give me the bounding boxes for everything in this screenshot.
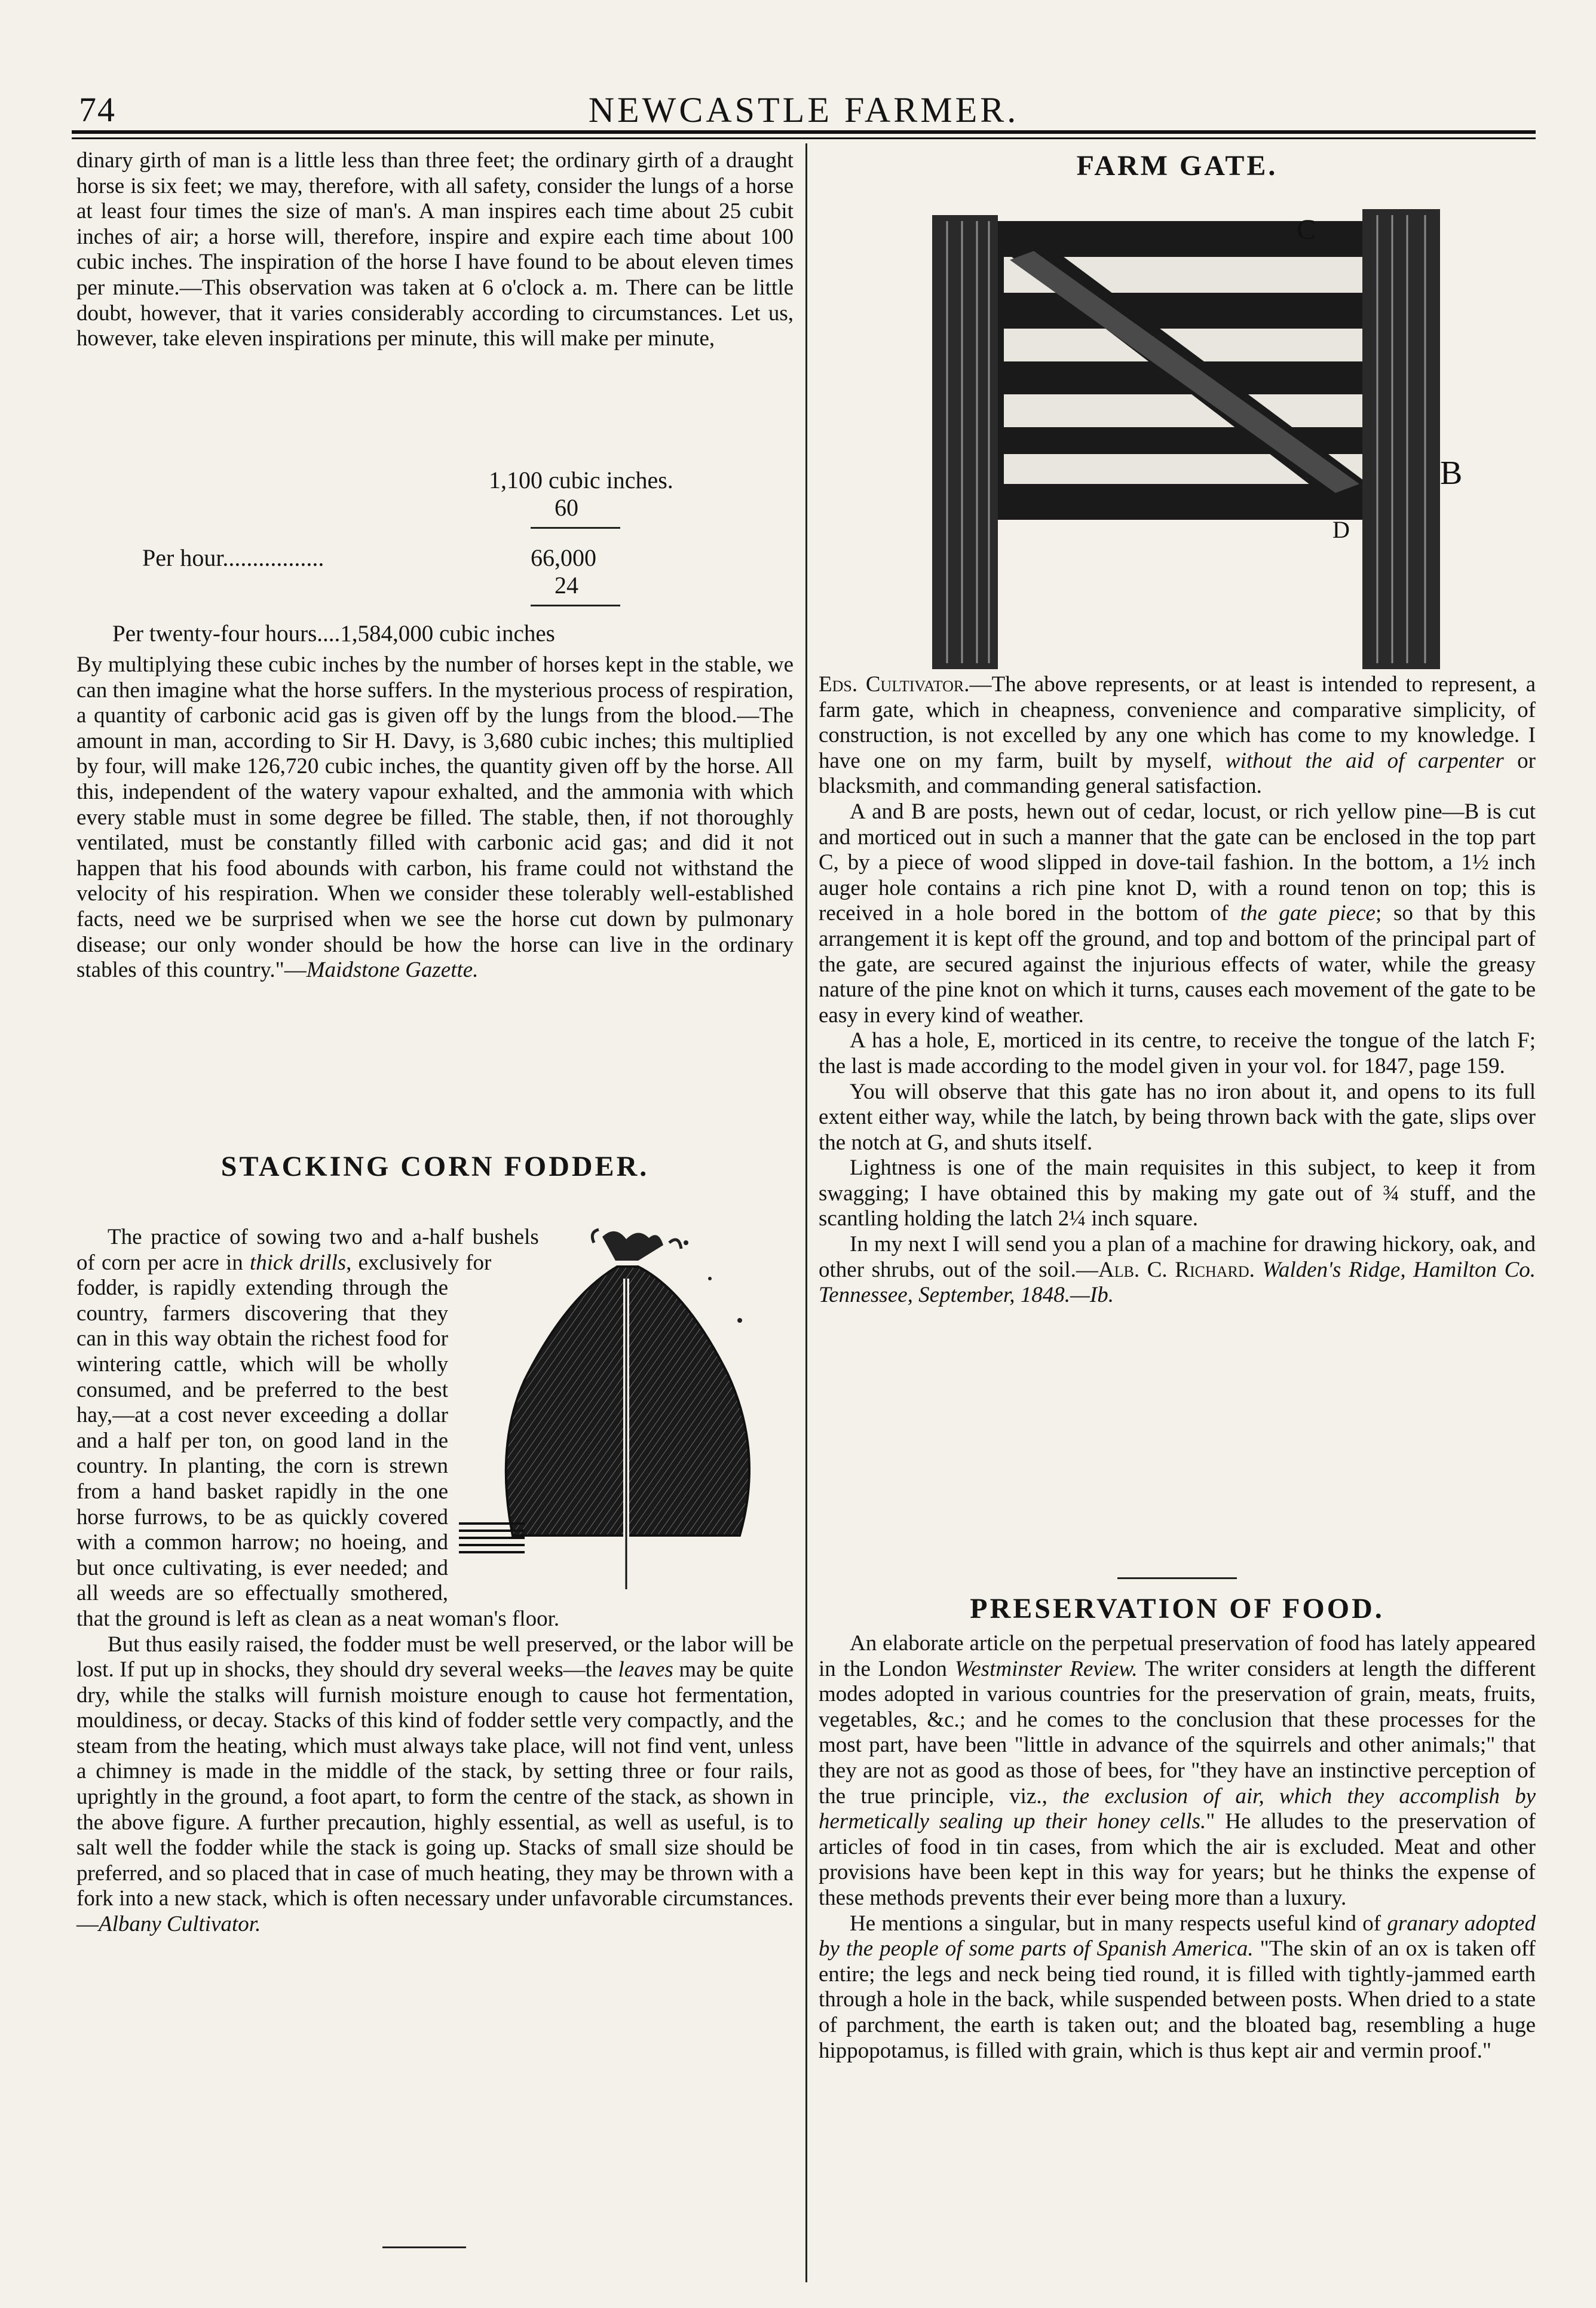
gate-ib: Ib. [1089,1283,1114,1308]
farm-gate-drawing [914,203,1463,675]
gate-p2-italic: the gate piece [1240,901,1376,926]
horse-paragraph-1: dinary girth of man is a little less than three feet; the ordinary girth of a draught horse is six feet; we may, therefore, with all safety, consider the lungs of a horse at least four times the size of man's. A man inspires each time about 25 cubit inches of air; a horse will, therefore, inspire and expire each time about 100 cubic inches. The inspiration of the horse I have found to be about eleven times per minute.—This observation was taken at 6 o'clock a. m. There can be little doubt, however, that it varies considerably according to circumstances. Let us, however, take eleven inspirations per minute, this will make per minute, [76,148,794,351]
gate-article-text [819,672,1536,1308]
page-number: 74 [79,90,116,129]
journal-title: NEWCASTLE FARMER. [588,90,1019,130]
section-rule [1117,1577,1237,1579]
gate-section-header [819,149,1536,182]
calc-multiplier-24: 24 [555,572,578,599]
pres-p2-a: He mentions a singular, but in many respects useful kind of [850,1911,1387,1936]
header-rule-thin [72,137,1536,139]
stacking-section-header [76,1150,794,1183]
calc-per-hour-label: Per hour................. [142,544,324,571]
stacking-p2-b: may be quite dry, while the stalks will furnish moisture enough to cause hot fermentation, mouldiness, or decay. Stacks of this kind of fodder settle very compactly, and the steam from the heating, which must always take place, will not find vent, unless a chimney is made in the middle of the stack, by setting three or four rails, uprightly in the ground, a foot apart, to form the centre of the stack, as shown in the above figure. A further precaution, highly essential, as well as useful, is to salt well the fodder while the stack is going up. Stacks of small size should be preferred, and so placed that in case of much heating, they may be thrown with a fork into a new stack, which is often necessary under unfavorable circumstances.— [76,1657,794,1937]
stacking-article [76,1225,794,1938]
stacking-heading: STACKING CORN FODDER. [220,1151,650,1182]
horse-article-text-2 [76,652,794,983]
gate-p1-b: or blacksmith, and commanding general satisfaction. [819,748,1536,799]
gate-p2-b: ; so that by this arrangement it is kept off the ground, and top and bottom of the principal part of the gate, are secured against the injurious effects of water, while the greasy nature of the pine knot on which it turns, causes each movement of the gate to be easy in every kind of weather. [819,901,1536,1028]
horse-paragraph-2 [76,652,794,983]
calc-multiplier-60: 60 [555,494,578,521]
gate-p1-italic: without the aid of carpenter [1225,748,1504,773]
pres-p1-exclusion: the exclusion of air, which they accomplish by hermetically sealing up their honey cells. [819,1783,1536,1834]
stacking-source: Albany Cultivator. [99,1912,261,1937]
gate-place: Walden's Ridge, Hamilton Co. Tennessee, September, 1848.— [819,1257,1536,1308]
preservation-article-text [819,1631,1536,2064]
horse-paragraph-2-body: By multiplying these cubic inches by the number of horses kept in the stable, we can then imagine what the horse suffers. In the mysterious process of respiration, a quantity of carbonic acid gas is given off by the lungs from the blood.—The amount in man, according to Sir H. Davy, is 3,680 cubic inches; this multiplied by four, will make 126,720 cubic inches, the quantity given off by the horse. All this, independent of the watery vapour exhalted, and the ammonia with which every stable must in some degree be filled. The stable, then, if not thoroughly ventilated, must be constantly filled with carbonic acid gas; and did it not happen that his food abounds with carbon, his frame could not withstand the velocity of his respiration. When we consider these tolerably well-established facts, need we be surprised when we see the horse cut down by pulmonary disease; our only wonder should be how the horse can live in the ordinary stables of this country."— [76,652,794,983]
preservation-paragraph-1 [819,1631,1536,1911]
running-head [72,84,1536,137]
gate-heading: FARM GATE. [1076,150,1278,182]
pres-p2-granary: granary adopted by the people of some parts of Spanish America. [819,1911,1536,1961]
gate-p2-a: A and B are posts, hewn out of cedar, locust, or rich yellow pine—B is cut and morticed out in such a manner that the gate can be enclosed in the top part C, by a piece of wood slipped in dove-tail fashion. In the bottom, a 1½ inch auger hole contains a rich pine knot D, with a round tenon on top; this is received in a hole bored in the bottom of [819,799,1536,926]
pres-p1-a: An elaborate article on the perpetual preservation of food has lately appeared in the London [819,1631,1536,1681]
header-rule [72,130,1536,134]
horse-source: Maidstone Gazette. [306,958,479,983]
calc-per-hour-value: 66,000 [531,544,596,571]
column-divider [805,143,807,2282]
stacking-p2-a: But thus easily raised, the fodder must be well preserved, or the labor will be lost. If put up in shocks, they should dry several weeks—the [76,1632,794,1682]
gate-paragraph-1 [819,672,1536,799]
horse-article-text [76,148,794,352]
gate-paragraph-2 [819,799,1536,1028]
gate-label-c: C [1297,214,1316,246]
corn-stack-drawing [459,1225,794,1595]
preservation-section-header [819,1592,1536,1625]
gate-p1-a: —The above represents, or at least is intended to represent, a farm gate, which in cheapness, convenience and comparative simplicity, of construction, is not excelled by any one which has come to my knowledge. I have one on my farm, built by myself, [819,672,1536,773]
calc-per-minute: 1,100 cubic inches. [489,467,673,494]
stacking-p1-b: , exclusively for fodder, is rapidly extending through the country, farmers discovering that they can in this way obtain the richest food for wintering cattle, which will be wholly consumed, and be preferred to the best hay,—at a cost never exceeding a dollar and a half per ton, on good land in the country. In planting, the corn is strewn from a hand basket rapidly in the one horse furrows, to be as quickly covered with a common harrow; no hoeing, and but once cultivating, is ever needed; and all weeds are so effectually smothered, that the ground is left as clean as a neat woman's floor. [76,1250,560,1631]
end-rule [382,2246,466,2248]
gate-paragraph-5: Lightness is one of the main requisites in this subject, to keep it from swagging; I have obtained this by making my gate out of ¾ stuff, and the scantling holding the latch 2¼ inch square. [819,1155,1536,1231]
calc-rule [531,527,620,529]
gate-paragraph-4: You will observe that this gate has no iron about it, and opens to its full extent either way, while the latch, by being thrown back with the gate, slips over the notch at G, and shuts itself. [819,1079,1536,1155]
stacking-p1-thick-drills: thick drills [249,1250,347,1275]
gate-p1-lead: Eds. Cultivator. [819,672,970,697]
gate-signature: Alb. C. Richard. [1098,1257,1255,1282]
pres-p1-c: " He alludes to the preservation of articles of food in tin cases, from which the air is excluded. Meat and other provisions have been kept in this way for years; but he thinks the expense of these methods prevents their ever being more than a luxury. [819,1809,1536,1910]
pres-p1-review: Westminster Review. [954,1656,1138,1681]
farm-gate-illustration [914,203,1463,675]
gate-paragraph-6 [819,1232,1536,1308]
preservation-heading: PRESERVATION OF FOOD. [970,1593,1384,1625]
stacking-paragraph-2 [76,1632,794,1938]
gate-paragraph-3: A has a hole, E, morticed in its centre, to receive the tongue of the latch F; the last is made according to the model given in your vol. for 1847, page 159. [819,1028,1536,1078]
corn-stack-illustration [459,1225,794,1595]
pres-p2-b: "The skin of an ox is taken off entire; the legs and neck being tied round, it is filled with tightly-jammed earth through a hole in the back, while suspended between posts. When dried to a state of parchment, the earth is taken out; and the bloated bag, resembling a huge hippopotamus, is filled with grain, which is thus kept air and vermin proof." [819,1936,1536,2063]
gate-label-b: B [1440,455,1463,492]
calc-rule [531,605,620,606]
pres-p1-b: The writer considers at length the different modes adopted in various countries for the preservation of grain, meats, fruits, vegetables, &c.; and he comes to the conclusion that these processes for the most part, have been "little in advance of the squirrels and other animals;" that they are not as good as those of bees, for "they have an instinctive perception of the true principle, viz., [819,1656,1536,1809]
gate-label-d: D [1332,516,1350,543]
calc-per-day: Per twenty-four hours....1,584,000 cubic inches [112,621,555,646]
stacking-p2-leaves: leaves [618,1657,673,1682]
stacking-p1-a: The practice of sowing two and a-half bushels of corn per acre in [76,1225,539,1275]
gate-p6-a: In my next I will send you a plan of a machine for drawing hickory, oak, and other shrubs, out of the soil.— [819,1232,1536,1282]
preservation-paragraph-2 [819,1911,1536,2064]
